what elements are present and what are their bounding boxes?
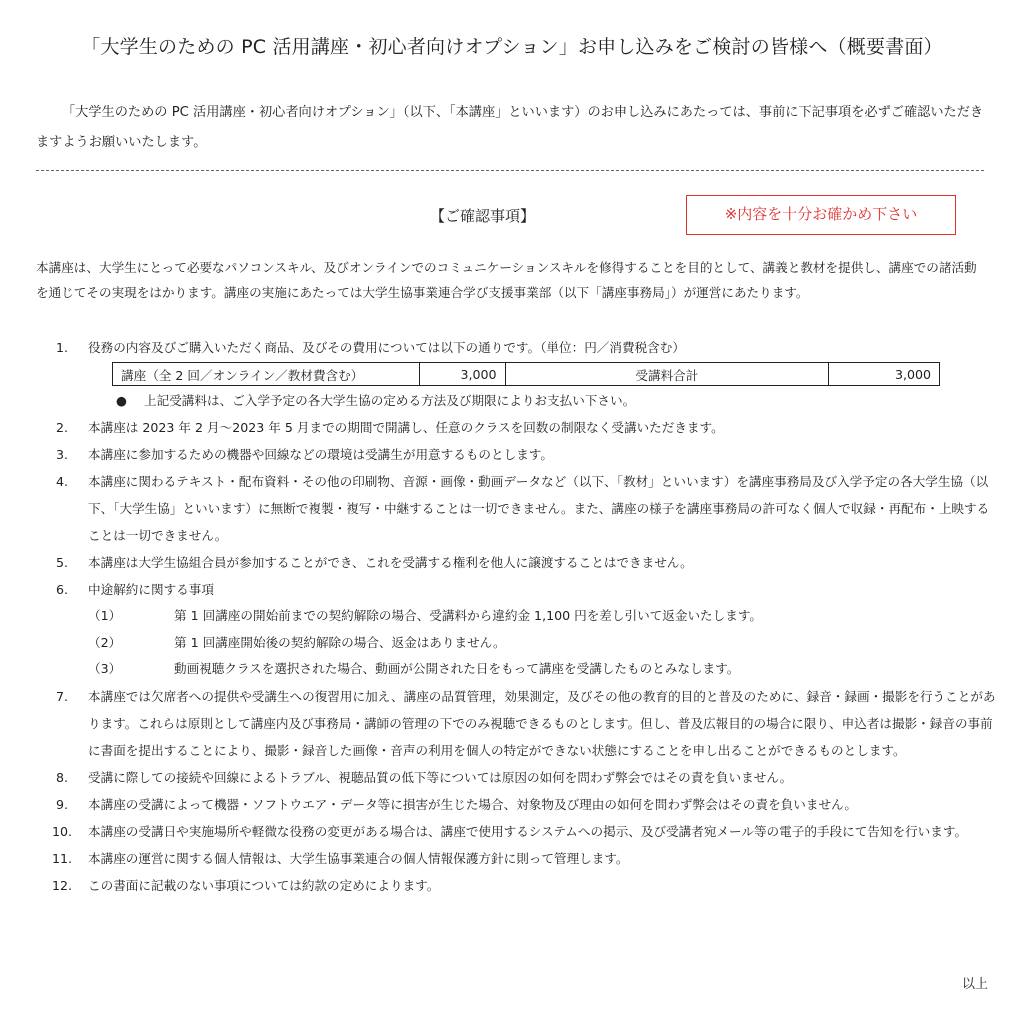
item-number: 4. xyxy=(56,474,69,489)
cancellation-sub-item xyxy=(36,656,996,683)
item-text: 役務の内容及びご購入いただく商品、及びその費用については以下の通りです。（単位：円／消費税含む） xyxy=(88,340,685,355)
list-item xyxy=(36,683,996,764)
table-row xyxy=(113,363,940,386)
confirm-heading: 【ご確認事項】 xyxy=(430,207,536,225)
item-text: 本講座の受講日や実施場所や軽微な役務の変更がある場合は、講座で使用するシステムへの掲示、及び受講者宛メール等の電子的手段にて告知を行います。 xyxy=(88,823,968,839)
warning-notice: ※内容を十分お確かめ下さい xyxy=(686,195,956,235)
sub-item-text xyxy=(86,630,996,657)
item-number: 5. xyxy=(56,555,69,570)
fee-course-cell: 講座（全 2 回／オンライン／教材費含む） xyxy=(113,363,420,386)
sub-item-text-content: 第 1 回講座の開始前までの契約解除の場合、受講料から違約金 1,100 円を差し引いて返金いたします。 xyxy=(174,608,763,623)
item-text: 受講に際しての接続や回線によるトラブル、視聴品質の低下等については原因の如何を問わず弊会ではその責を負いません。 xyxy=(88,769,793,785)
fee-total-label-cell: 受講料合計 xyxy=(505,363,829,386)
item-text: 本講座は大学生協組合員が参加することができ、これを受講する権利を他人に譲渡することはできません。 xyxy=(88,555,693,570)
list-item xyxy=(36,468,996,549)
terms-list xyxy=(36,334,996,899)
list-item xyxy=(36,764,996,791)
bullet-dot-icon: ● xyxy=(116,393,127,408)
list-item xyxy=(36,414,996,441)
fee-table xyxy=(112,362,940,386)
item-text: 本講座の受講によって機器・ソフトウエア・データ等に損害が生じた場合、対象物及び理由の如何を問わず弊会はその責を負いません。 xyxy=(88,796,857,812)
item-text: 本講座では欠席者への提供や受講生への復習用に加え、講座の品質管理，効果測定，及びその他の教育的目的と普及のために、録音・録画・撮影を行うことがあります。これらは原則として講座内及び事務局・講師の管理の下でのみ視聴できるものとします。但し、普及広報目的の場合に限り、申込者は撮影・録音の事前に書面を提出することにより、撮影・録音した画像・音声の利用を個人の特定ができない状態にすることを申し出ることができるものとします。 xyxy=(88,688,996,758)
payment-note-text: 上記受講料は、ご入学予定の各大学生協の定める方法及び期限によりお支払い下さい。 xyxy=(144,393,636,408)
list-item xyxy=(36,576,996,603)
item-text: 本講座は 2023 年 2 月～2023 年 5 月までの期間で開講し、任意のクラスを回数の制限なく受講いただきます。 xyxy=(88,420,724,435)
item-text: 本講座に参加するための機器や回線などの環境は受講生が用意するものとします。 xyxy=(88,447,553,462)
list-item xyxy=(36,441,996,468)
list-item xyxy=(36,334,996,361)
sub-item-number: （3） xyxy=(88,661,122,676)
item-text: 本講座の運営に関する個人情報は、大学生協事業連合の個人情報保護方針に則って管理します。 xyxy=(88,850,629,866)
item-number: 2. xyxy=(56,420,69,435)
sub-item-text-content: 第 1 回講座開始後の契約解除の場合、返金はありません。 xyxy=(174,634,506,650)
document-title: 「大学生のための PC 活用講座・初心者向けオプション」お申し込みをご検討の皆様へ（概要書面） xyxy=(81,36,943,58)
item-number: 1. xyxy=(56,340,69,355)
item-number: 3. xyxy=(56,447,69,462)
closing-mark: 以上 xyxy=(961,977,988,992)
sub-item-number: （2） xyxy=(88,634,122,650)
fee-course-price-cell: 3,000 xyxy=(419,363,505,386)
item-number: 11. xyxy=(52,850,73,866)
list-item xyxy=(36,549,996,576)
list-item xyxy=(36,818,996,845)
list-item xyxy=(36,791,996,818)
item-number: 8. xyxy=(56,769,69,785)
item-number: 6. xyxy=(56,582,69,597)
payment-note xyxy=(36,388,996,414)
sub-item-text xyxy=(86,603,996,630)
item-number: 7. xyxy=(56,688,69,704)
dashed-divider xyxy=(36,170,984,171)
item-text: 中途解約に関する事項 xyxy=(88,582,214,597)
sub-item-text-content: 動画視聴クラスを選択された場合、動画が公開された日をもって講座を受講したものとみなします。 xyxy=(174,661,740,676)
intro-paragraph: 「大学生のための PC 活用講座・初心者向けオプション」（以下、「本講座」といいます）のお申し込みにあたっては、事前に下記事項を必ずご確認いただきますようお願いいたします。 xyxy=(36,105,984,150)
list-item xyxy=(36,845,996,872)
sub-item-text xyxy=(86,656,996,683)
sub-item-number: （1） xyxy=(88,608,122,623)
item-number: 12. xyxy=(52,877,73,893)
item-text: 本講座に関わるテキスト・配布資料・その他の印刷物、音源・画像・動画データなど（以下、「教材」といいます）を講座事務局及び入学予定の各大学生協（以下、「大学生協」といいます）に無断で複製・複写・中継することは一切できません。また、講座の様子を講座事務局の許可なく個人で収録・再配布・上映することは一切できません。 xyxy=(88,474,990,543)
fee-total-price-cell: 3,000 xyxy=(829,363,940,386)
cancellation-sub-item xyxy=(36,603,996,630)
item-number: 9. xyxy=(56,796,69,812)
item-number: 10. xyxy=(52,823,73,839)
item-text: この書面に記載のない事項については約款の定めによります。 xyxy=(88,877,440,893)
cancellation-sub-item xyxy=(36,630,996,657)
overview-paragraph: 本講座は、大学生にとって必要なパソコンスキル、及びオンラインでのコミュニケーションスキルを修得することを目的として、講義と教材を提供し、講座での諸活動を通じてその実現をはかります。講座の実施にあたっては大学生協事業連合学び支援事業部（以下「講座事務局」）が運営にあたります。 xyxy=(36,260,977,300)
list-item xyxy=(36,872,996,899)
